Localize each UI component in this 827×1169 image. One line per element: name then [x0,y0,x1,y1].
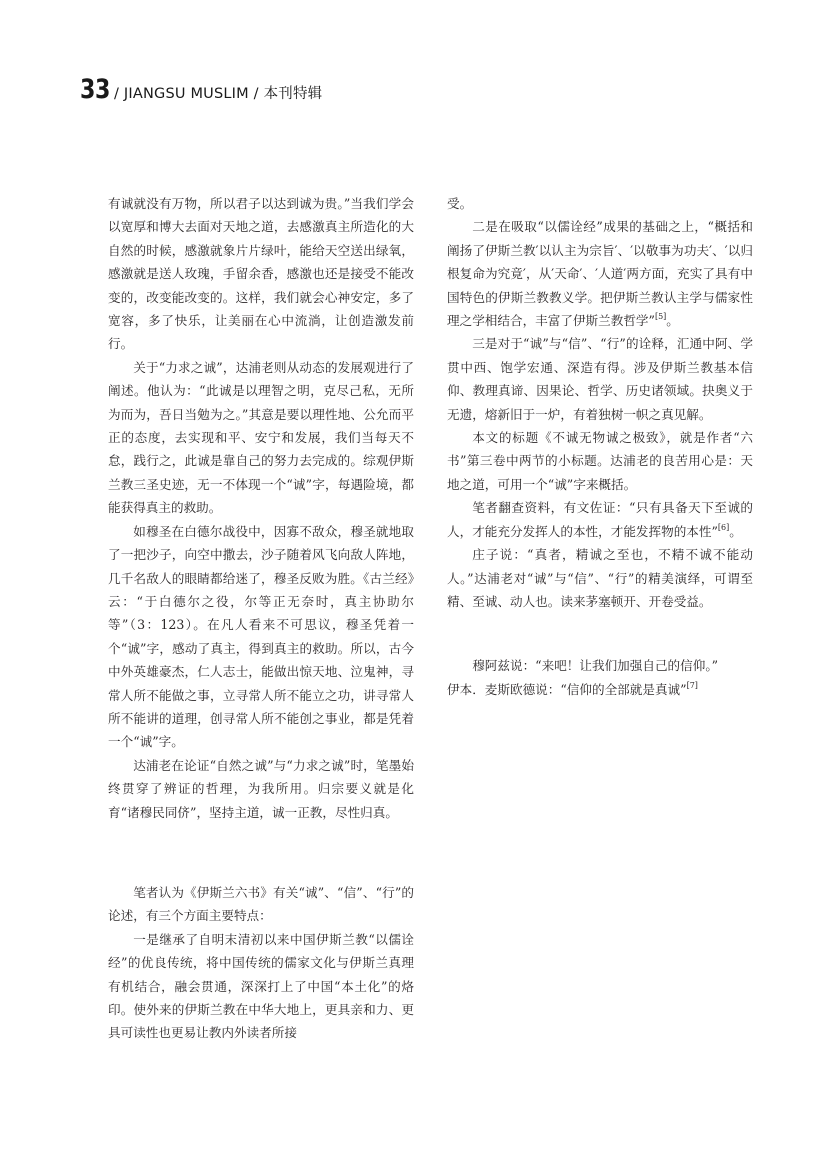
right-paragraph-2-end: 。 [666,313,679,329]
section-gap [108,824,414,881]
citation-5: [5] [654,312,667,322]
running-title: / JIANGSU MUSLIM / 本刊特辑 [114,86,323,102]
quote-2 [447,678,753,701]
right-paragraph-5 [447,496,753,543]
quote-2-text: 伊本．麦斯欧德说：“信仰的全部就是真诚” [447,681,687,697]
page-number: 33 [80,74,110,105]
left-column [108,192,414,1045]
page-header [80,74,322,114]
right-paragraph-1: 受。 [447,196,473,211]
left-paragraph-2: 关于“力求之诚”，达浦老则从动态的发展观进行了阐述。他认为：“此诚是以理智之明，克尽己私，无所为而为，吾日当勉为之。”其意是要以理性地、公允而平正的态度，去实现和平、安宁和发展，我们当每天不怠，践行之，此诚是靠自己的努力去完成的。综观伊斯兰教三圣史迹，无一不体现一个“诚”字，每遇险境，都能获得真主的救助。 [108,359,414,516]
quote-block [447,654,753,701]
left-paragraph-5: 笔者认为《伊斯兰六书》有关“诚”、“信”、“行”的论述，有三个方面主要特点： [108,884,414,924]
citation-6: [6] [717,522,730,532]
left-paragraph-1: 有诚就没有万物，所以君子以达到诚为贵。”当我们学会以宽厚和博大去面对天地之道，去感激真主所造化的大自然的时候，感激就象片片绿叶，能给天空送出绿氧，感激就是送人玫瑰，手留余香，感激也还是接受不能改变的，改变能改变的。这样，我们就会心神安定，多了宽容，多了快乐，让美丽在心中流淌，让创造激发前行。 [108,196,414,352]
left-paragraph-6: 一是继承了自明末清初以来中国伊斯兰教“以儒诠经”的优良传统，将中国传统的儒家文化与伊斯兰真理有机结合，融会贯通，深深打上了中国“本土化”的烙印。使外来的伊斯兰教在中华大地上，更具亲和力、更具可读性也更易让教内外读者所接 [108,931,414,1041]
quote-gap [447,613,753,654]
right-paragraph-4: 本文的标题《不诚无物诚之极致》，就是作者“六书”第三卷中两节的小标题。达浦老的良苦用心是：天地之道，可用一个“诚”字来概括。 [447,430,753,492]
right-paragraph-2 [447,215,753,332]
citation-7: [7] [686,680,698,690]
right-paragraph-3: 三是对于“诚”与“信”、“行”的诠释，汇通中阿、学贯中西、饱学宏通、深造有得。涉及伊斯兰教基本信仰、教理真谛、因果论、哲学、历史诸领域。抉奥义于无遗，熔新旧于一炉，有着独树一帜之真见解。 [447,336,753,422]
right-paragraph-5-end: 。 [729,523,742,539]
right-column [447,192,753,701]
left-paragraph-3: 如穆圣在白德尔战役中，因寡不敌众，穆圣就地取了一把沙子，向空中撒去，沙子随着风飞向敌人阵地，几千名敌人的眼睛都给迷了，穆圣反败为胜。《古兰经》云：“于白德尔之役，尔等正无奈时，真主协助尔等”（3：123）。在凡人看来不可思议，穆圣凭着一个“诚”字，感动了真主，得到真主的救助。所以，古今中外英雄豪杰，仁人志士，能做出惊天地、泣鬼神，寻常人所不能做之事，立寻常人所不能立之功，讲寻常人所不能讲的道理，创寻常人所不能创之事业，都是凭着一个“诚”字。 [108,523,414,750]
right-paragraph-5-text: 笔者翻查资料，有文佐证：“只有具备天下至诚的人，才能充分发挥人的本性，才能发挥物的本性” [447,500,753,539]
right-paragraph-2-text: 二是在吸取“以儒诠经”成果的基础之上，“概括和阐扬了伊斯兰教′以认主为宗旨′、′以敬事为功夫′、′以归根复命为究竟′，从′天命′、′人道′两方面，充实了具有中国特色的伊斯兰教教义学。把伊斯兰教认主学与儒家性理之学相结合，丰富了伊斯兰教哲学” [447,219,753,329]
quote-1: 穆阿兹说：“来吧！让我们加强自己的信仰。” [472,658,719,674]
left-paragraph-4: 达浦老在论证“自然之诚”与“力求之诚”时，笔墨始终贯穿了辨证的哲理，为我所用。归宗要义就是化育“诸穆民同侪”，坚持主道，诚一正教，尽性归真。 [108,757,414,820]
right-paragraph-6: 庄子说：“真者，精诚之至也，不精不诚不能动人。”达浦老对“诚”与“信”、“行”的精美演绎，可谓至精、至诚、动人也。读来茅塞顿开、开卷受益。 [447,547,753,609]
